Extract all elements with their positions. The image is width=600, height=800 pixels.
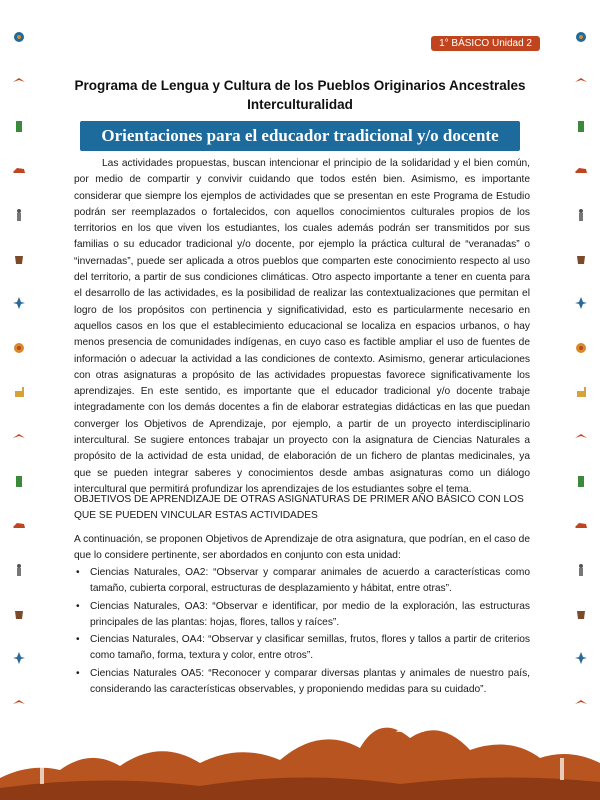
bird-icon: [574, 74, 588, 88]
fox-icon: [574, 163, 588, 177]
list-item: • Ciencias Naturales, OA3: “Observar e identificar, por medio de la exploración, las estructuras principales de las plantas: hojas, flores, tallos y raíces”.: [74, 599, 530, 632]
pot-icon: [574, 607, 588, 621]
list-item: • Ciencias Naturales, OA2: “Observar y comparar animales de acuerdo a características como tamaño, cubierta corporal, estructuras de desplazamiento y hábitat, entre otras”.: [74, 565, 530, 598]
fox-icon: [574, 518, 588, 532]
objectives-list: [74, 565, 530, 699]
person-icon: [574, 208, 588, 222]
pot-icon: [574, 252, 588, 266]
program-title-line1: Programa de Lengua y Cultura de los Pueblos Originarios Ancestrales: [74, 78, 526, 93]
star-icon: [574, 296, 588, 310]
fox-icon: [12, 163, 26, 177]
objectives-heading: OBJETIVOS DE APRENDIZAJE DE OTRAS ASIGNATURAS DE PRIMER AÑO BÁSICO CON LOS QUE SE PUEDEN VINCULAR ESTAS ACTIVIDADES: [74, 494, 524, 522]
program-title: [70, 76, 530, 114]
person-icon: [574, 563, 588, 577]
body-paragraph: Las actividades propuestas, buscan intencionar el principio de la solidaridad y el bien común, por medio de compartir y convivir cuidando que todos estén bien. Asimismo, es importante considerar que siempre los ejemplos de actividades que se presentan en este Programa de Estudio podrán ser reemplazados o fortalecidos, con aquellos conocimientos culturales propios de los territorios en los que viven los estudiantes, los cuales además podrán ser transmitidos por sus familias o su educador tradicional y/o docente, por ejemplo la práctica cultural de “veranadas” o “invernadas”, puede ser aplicada a otros pueblos que comparten este conocimiento respecto al uso del territorio, a partir de sus condiciones climáticas. Otro aspecto importante a tener en cuenta para el desarrollo de las actividades, es la posibilidad de realizar las contextualizaciones que permitan el logro de los propósitos con pertinencia y significatividad, esto es particularmente necesario en aquellos casos en los que el establecimiento educacional se localiza en espacios urbanos, o hay menos presencia de comunidades indígenas, en cuyo caso es factible ampliar el uso de fuentes de información o adecuar la actividad a las condiciones de contexto. Asimismo, generar articulaciones con otras asignaturas a propósito de las actividades propuestas favorece significativamente los aprendizajes. En este sentido, es importante que el educador tradicional y/o docente trabaje integradamente con los demás docentes a fin de elaborar estrategias didácticas en las que puedan converger los Objetivos de Aprendizaje, por ejemplo, a partir de un proyecto interdisciplinario intercultural. Se sugiere entonces trabajar un proyecto con la asignatura de Ciencias Naturales a propósito de la actividad de esta unidad, de elaboración de un fichero de plantas medicinales, ya que se pueden integrar saberes y conocimientos desde ambas asignaturas como un diálogo intercultural que permitirá profundizar los aprendizajes de los estudiantes sobre el tema.: [74, 158, 530, 495]
star-icon: [12, 651, 26, 665]
figure-icon: [574, 474, 588, 488]
objectives-intro: A continuación, se proponen Objetivos de Aprendizaje de otra asignatura, que podrían, en el caso de que lo considere pertinente, ser abordados en conjunto con esta unidad:: [74, 534, 530, 562]
grade-unit-badge: 1° BÁSICO Unidad 2: [431, 36, 540, 51]
bird-icon: [574, 430, 588, 444]
star-icon: [12, 296, 26, 310]
right-border-motifs: [568, 30, 594, 710]
flower-icon: [574, 341, 588, 355]
person-icon: [12, 208, 26, 222]
llama-icon: [12, 385, 26, 399]
figure-icon: [12, 119, 26, 133]
figure-icon: [574, 119, 588, 133]
footer-landscape-illustration: [0, 708, 600, 800]
star-icon: [574, 651, 588, 665]
bird-icon: [12, 74, 26, 88]
person-icon: [12, 563, 26, 577]
figure-icon: [12, 474, 26, 488]
list-item: • Ciencias Naturales, OA4: “Observar y clasificar semillas, frutos, flores y tallos a partir de criterios como tamaño, forma, textura y color, entre otros”.: [74, 632, 530, 665]
flower-icon: [12, 341, 26, 355]
flower-icon: [12, 30, 26, 44]
llama-icon: [574, 385, 588, 399]
section-title: Orientaciones para el educador tradicional y/o docente: [80, 121, 520, 151]
pot-icon: [12, 252, 26, 266]
program-title-line2: Interculturalidad: [247, 97, 353, 112]
fox-icon: [12, 518, 26, 532]
left-border-motifs: [6, 30, 32, 710]
pot-icon: [12, 607, 26, 621]
bird-icon: [12, 430, 26, 444]
flower-icon: [574, 30, 588, 44]
list-item: • Ciencias Naturales OA5: “Reconocer y comparar diversas plantas y animales de nuestro país, considerando las características observables, y proponiendo medidas para su cuidado”.: [74, 666, 530, 699]
